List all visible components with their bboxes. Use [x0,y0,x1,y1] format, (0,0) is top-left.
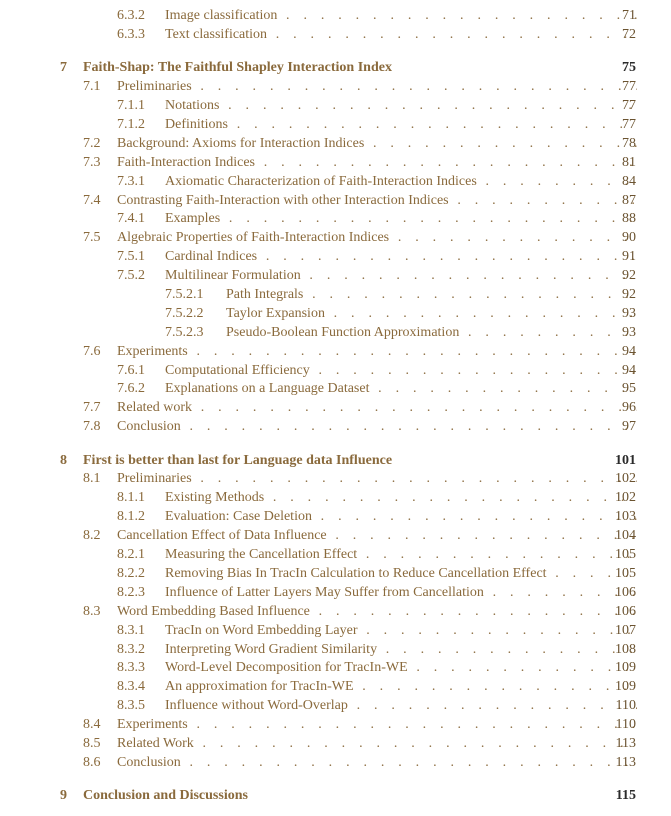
toc-entry-number: 8.2 [83,528,101,544]
toc-entry-number: 8.2.3 [117,584,145,600]
toc-entry-title[interactable]: Evaluation: Case Deletion . . . [165,508,637,527]
toc-section-entry[interactable] [0,154,671,173]
toc-entry-page-number[interactable]: 115 [615,788,636,804]
toc-entry-number: 8.1.1 [117,490,145,506]
toc-entry-page-number[interactable]: 106 [615,584,636,600]
toc-entry-page-number[interactable]: 103 [615,509,636,525]
toc-entry-number: 8.3.2 [117,641,145,657]
toc-entry-number: 9 [60,788,67,804]
toc-section-entry[interactable] [0,116,671,135]
toc-entry-title[interactable]: Word-Level Decomposition for TracIn-WE . . . [165,659,637,678]
toc-entry-number: 7.6.2 [117,381,145,397]
toc-section-entry[interactable] [0,135,671,154]
toc-entry-page-number[interactable]: 78 [622,135,636,151]
toc-entry-title[interactable]: Preliminaries . . . [117,470,637,489]
toc-section-entry[interactable] [0,210,671,229]
toc-chapter-entry[interactable] [0,787,671,806]
toc-entry-page-number[interactable]: 96 [622,400,636,416]
toc-entry-page-number[interactable]: 110 [615,698,636,714]
toc-section-entry[interactable] [0,286,671,305]
toc-entry-title[interactable]: Related work . . . [117,399,637,418]
toc-entry-number: 8.1 [83,471,101,487]
toc-section-entry[interactable] [0,678,671,697]
toc-section-entry[interactable] [0,324,671,343]
toc-entry-number: 8.3.1 [117,622,145,638]
toc-entry-title[interactable]: Text classification . . . [165,26,637,45]
toc-chapter-entry[interactable] [0,452,671,471]
toc-entry-number: 8.3.4 [117,679,145,695]
toc-entry-title[interactable]: Axiomatic Characterization of Faith-Interaction Indices . . . [165,173,637,192]
toc-section-entry[interactable] [0,697,671,716]
toc-section-entry[interactable] [0,565,671,584]
toc-entry-number: 8.1.2 [117,509,145,525]
toc-section-entry[interactable] [0,641,671,660]
toc-entry-number: 6.3.2 [117,8,145,23]
toc-section-entry[interactable] [0,343,671,362]
toc-entry-page-number[interactable]: 77 [622,79,636,95]
toc-section-entry[interactable] [0,7,671,26]
toc-entry-title[interactable]: An approximation for TracIn-WE . . . [165,678,637,697]
toc-entry-page-number[interactable]: 77 [622,116,636,132]
toc-entry-title[interactable]: Interpreting Word Gradient Similarity . . . [165,641,637,660]
toc-entry-page-number[interactable]: 107 [615,622,636,638]
toc-entry-page-number[interactable]: 71 [622,8,636,23]
toc-entry-number: 8.2.2 [117,565,145,581]
toc-entry-title[interactable]: Algebraic Properties of Faith-Interaction Indices . . . [117,229,637,248]
toc-entry-page-number[interactable]: 72 [622,26,636,42]
toc-section-entry[interactable] [0,603,671,622]
toc-entry-title[interactable]: Background: Axioms for Interaction Indices . . . [117,135,637,154]
toc-entry-number: 7.3.1 [117,173,145,189]
toc-entry-page-number[interactable]: 94 [622,343,636,359]
toc-entry-title[interactable]: Measuring the Cancellation Effect . . . [165,546,637,565]
toc-entry-title[interactable]: Experiments . . . [117,716,637,735]
toc-entry-page-number[interactable]: 102 [615,471,636,487]
toc-entry-title[interactable]: Computational Efficiency . . . [165,362,637,381]
toc-section-entry[interactable] [0,248,671,267]
toc-section-entry[interactable] [0,659,671,678]
toc-entry-page-number[interactable]: 75 [622,60,636,76]
toc-entry-page-number[interactable]: 92 [622,286,636,302]
toc-entry-title[interactable]: Conclusion . . . [117,754,637,773]
toc-section-entry[interactable] [0,78,671,97]
toc-entry-page-number[interactable]: 109 [615,679,636,695]
toc-section-entry[interactable] [0,546,671,565]
toc-entry-page-number[interactable]: 93 [622,305,636,321]
toc-section-entry[interactable] [0,754,671,773]
toc-section-entry[interactable] [0,192,671,211]
toc-entry-page-number[interactable]: 88 [622,211,636,227]
toc-entry-number: 8 [60,452,67,468]
toc-section-entry[interactable] [0,418,671,437]
toc-entry-title[interactable]: Word Embedding Based Influence . . . [117,603,637,622]
toc-entry-page-number[interactable]: 105 [615,547,636,563]
toc-entry-page-number[interactable]: 109 [615,660,636,676]
toc-section-entry[interactable] [0,173,671,192]
toc-section-entry[interactable] [0,399,671,418]
toc-section-entry[interactable] [0,305,671,324]
toc-entry-number: 7.5.2.1 [165,286,204,302]
toc-entry-number: 7.5.2.3 [165,324,204,340]
toc-entry-page-number[interactable]: 91 [622,249,636,265]
toc-entry-number: 8.5 [83,735,101,751]
toc-entry-number: 7.6.1 [117,362,145,378]
toc-entry-title[interactable]: Experiments . . . [117,343,637,362]
toc-chapter-entry[interactable] [0,59,671,78]
toc-section-entry[interactable] [0,470,671,489]
toc-entry-title[interactable]: Conclusion . . . [117,418,637,437]
toc-entry-title[interactable]: Cardinal Indices . . . [165,248,637,267]
toc-entry-page-number[interactable]: 108 [615,641,636,657]
toc-entry-page-number[interactable]: 92 [622,268,636,284]
toc-entry-title[interactable]: Existing Methods . . . [165,489,637,508]
toc-entry-number: 7.1.2 [117,116,145,132]
toc-entry-page-number[interactable]: 106 [615,603,636,619]
toc-entry-title[interactable]: Taylor Expansion . . . [226,305,637,324]
toc-entry-number: 6.3.3 [117,26,145,42]
toc-entry-page-number[interactable]: 101 [615,452,636,468]
toc-entry-page-number[interactable]: 97 [622,419,636,435]
toc-entry-page-number[interactable]: 110 [615,717,636,733]
toc-entry-page-number[interactable]: 95 [622,381,636,397]
toc-entry-title[interactable]: TracIn on Word Embedding Layer . . . [165,622,637,641]
toc-entry-page-number[interactable]: 87 [622,192,636,208]
toc-entry-page-number[interactable]: 81 [622,154,636,170]
toc-section-entry[interactable] [0,489,671,508]
toc-section-entry[interactable] [0,97,671,116]
toc-entry-page-number[interactable]: 105 [615,565,636,581]
toc-entry-number: 7.5.2.2 [165,305,204,321]
toc-entry-page-number[interactable]: 94 [622,362,636,378]
toc-entry-number: 7.2 [83,135,101,151]
toc-section-entry[interactable] [0,229,671,248]
toc-section-entry[interactable] [0,508,671,527]
toc-entry-number: 7.4 [83,192,101,208]
toc-entry-number: 7.1.1 [117,98,145,114]
toc-entry-number: 7.8 [83,419,101,435]
toc-entry-page-number[interactable]: 84 [622,173,636,189]
toc-entry-page-number[interactable]: 113 [615,754,636,770]
toc-entry-title[interactable]: Cancellation Effect of Data Influence . . . [117,527,637,546]
toc-entry-page-number[interactable]: 102 [615,490,636,506]
toc-entry-title[interactable]: Contrasting Faith-Interaction with other Interaction Indices . . . [117,192,637,211]
toc-section-entry[interactable] [0,380,671,399]
toc-entry-number: 7.3 [83,154,101,170]
toc-section-entry[interactable] [0,622,671,641]
toc-entry-title[interactable]: Path Integrals . . . [226,286,637,305]
toc-entry-page-number[interactable]: 90 [622,230,636,246]
toc-entry-title[interactable]: Pseudo-Boolean Function Approximation . . . [226,324,637,343]
toc-entry-number: 8.6 [83,754,101,770]
toc-entry-title[interactable]: Preliminaries . . . [117,78,637,97]
toc-section-entry[interactable] [0,362,671,381]
toc-entry-number: 7.4.1 [117,211,145,227]
toc-entry-number: 7.6 [83,343,101,359]
toc-entry-page-number[interactable]: 104 [615,528,636,544]
toc-entry-title[interactable]: Related Work . . . [117,735,637,754]
toc-entry-number: 7.5 [83,230,101,246]
toc-entry-title[interactable]: Conclusion and Discussions [83,788,248,804]
toc-entry-title[interactable]: Explanations on a Language Dataset . . . [165,380,637,399]
toc-entry-number: 7.1 [83,79,101,95]
toc-entry-number: 8.2.1 [117,547,145,563]
toc-entry-number: 8.4 [83,717,101,733]
toc-entry-number: 7 [60,60,67,76]
toc-entry-number: 8.3.5 [117,698,145,714]
toc-entry-title[interactable]: Influence without Word-Overlap . . . [165,697,637,716]
toc-section-entry[interactable] [0,527,671,546]
toc-entry-title[interactable]: Definitions . . . [165,116,637,135]
toc-entry-number: 8.3 [83,603,101,619]
toc-entry-title[interactable]: Faith-Interaction Indices . . . [117,154,637,173]
toc-entry-title[interactable]: Influence of Latter Layers May Suffer from Cancellation . . . [165,584,637,603]
toc-entry-page-number[interactable]: 77 [622,98,636,114]
toc-entry-page-number[interactable]: 93 [622,324,636,340]
toc-entry-title[interactable]: Image classification . . . [165,7,637,26]
toc-section-entry[interactable] [0,267,671,286]
toc-entry-title[interactable]: Examples . . . [165,210,637,229]
table-of-contents [0,7,671,806]
toc-entry-title[interactable]: Notations . . . [165,97,637,116]
toc-section-entry[interactable] [0,584,671,603]
toc-entry-title[interactable]: Removing Bias In TracIn Calculation to Reduce Cancellation Effect . . . [165,565,637,584]
toc-entry-title[interactable]: First is better than last for Language data Influence [83,452,393,468]
toc-section-entry[interactable] [0,716,671,735]
toc-entry-number: 8.3.3 [117,660,145,676]
toc-entry-number: 7.5.1 [117,249,145,265]
toc-section-entry[interactable] [0,735,671,754]
toc-entry-number: 7.7 [83,400,101,416]
toc-entry-number: 7.5.2 [117,268,145,284]
toc-entry-page-number[interactable]: 113 [615,735,636,751]
toc-entry-title[interactable]: Faith-Shap: The Faithful Shapley Interaction Index [83,60,392,76]
toc-entry-title[interactable]: Multilinear Formulation . . . [165,267,637,286]
toc-section-entry[interactable] [0,26,671,45]
